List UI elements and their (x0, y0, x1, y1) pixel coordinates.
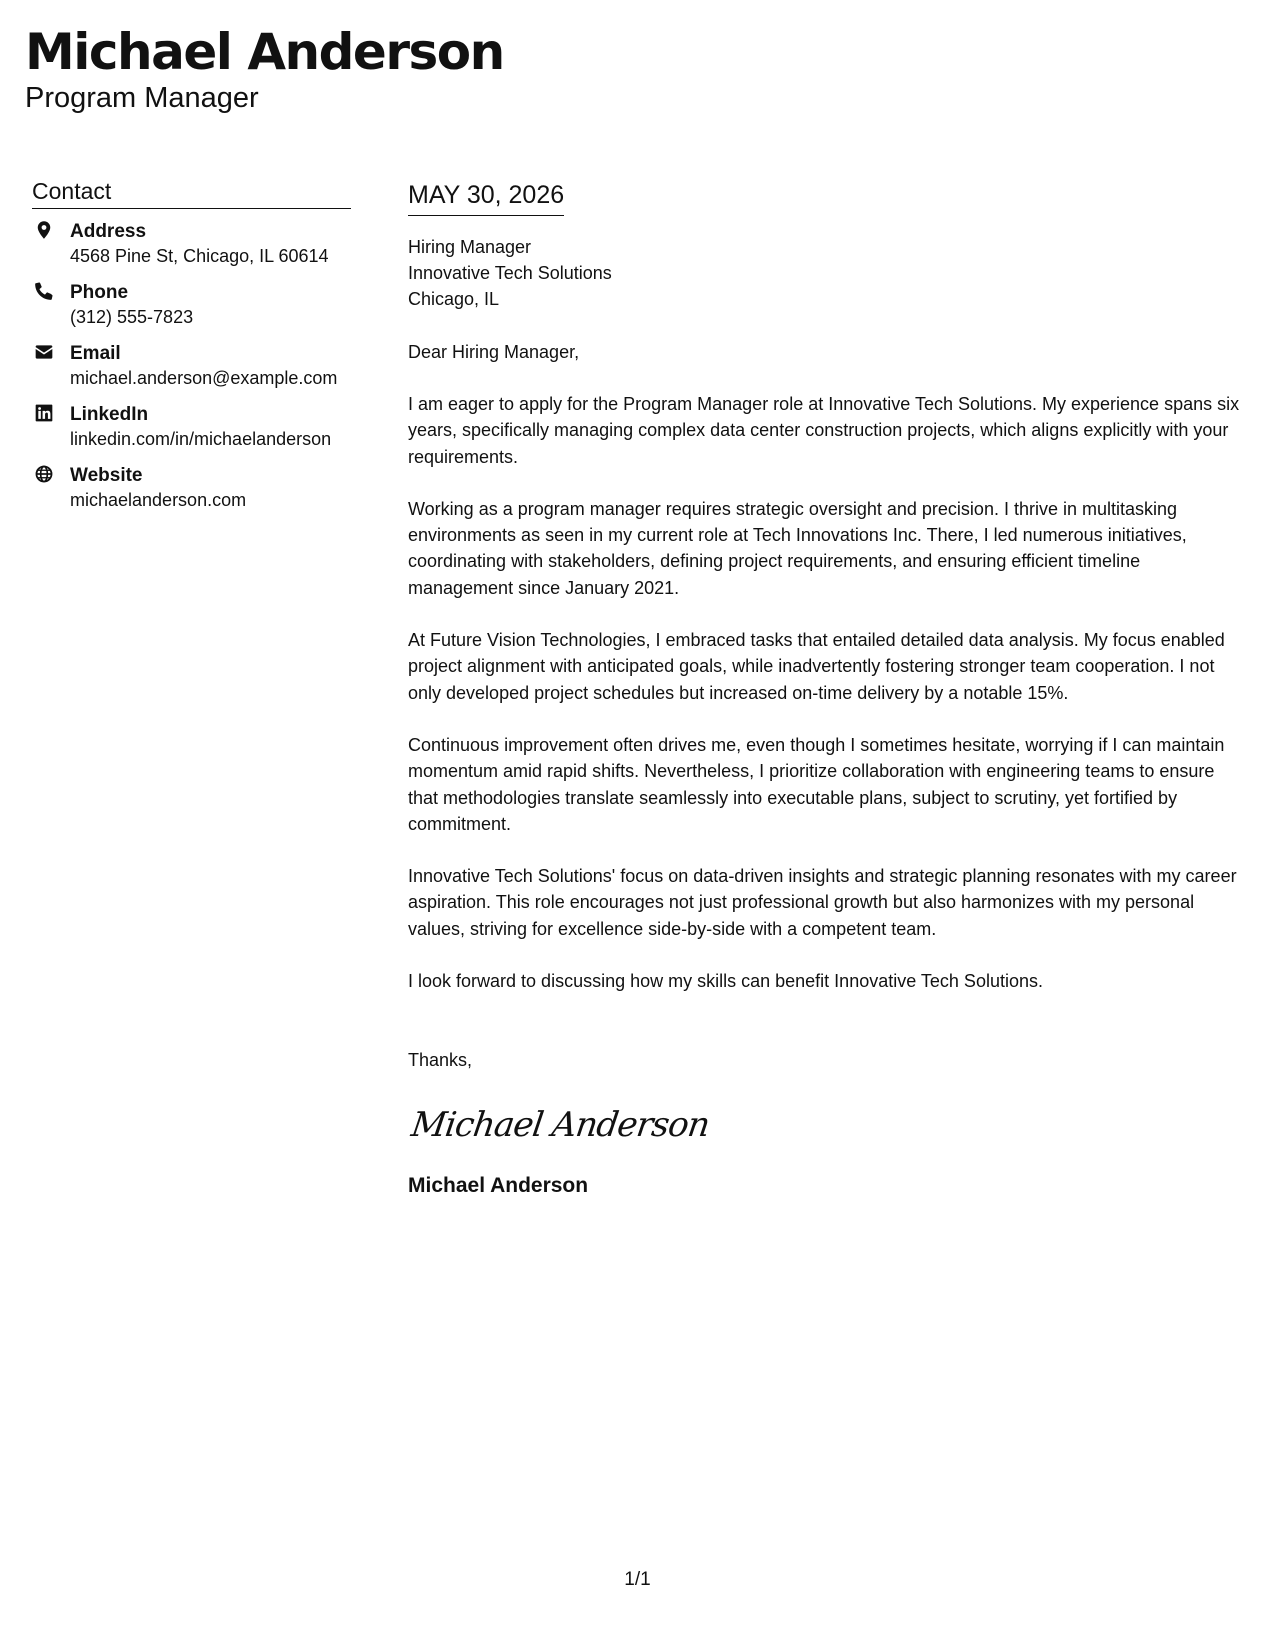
applicant-role: Program Manager (25, 82, 259, 114)
applicant-name: Michael Anderson (25, 23, 504, 81)
contact-label: Address (70, 221, 147, 242)
globe-icon (34, 464, 54, 484)
paragraph: I look forward to discussing how my skills can benefit Innovative Tech Solutions. (408, 971, 1043, 992)
contact-item-linkedin (32, 402, 351, 452)
salutation: Dear Hiring Manager, (408, 342, 580, 362)
contact-item-phone (32, 280, 351, 330)
paragraph: Innovative Tech Solutions' focus on data-driven insights and strategic planning resonates with my career aspiration. This role encourages not just professional growth but also harmonizes with my personal values, striving for excellence side-by-side with a competent team. (408, 866, 1237, 939)
recipient-company: Innovative Tech Solutions (408, 263, 612, 283)
map-pin-icon (34, 220, 54, 240)
contact-label: Website (70, 465, 143, 486)
recipient-location: Chicago, IL (408, 289, 500, 309)
paragraph: Continuous improvement often drives me, even though I sometimes hesitate, worrying if I can maintain momentum amid rapid shifts. Nevertheless, I prioritize collaboration with engineering teams to ensure that methodologies translate seamlessly into executable plans, subject to scrutiny, yet fortified by commitment. (408, 734, 1225, 834)
contact-value-phone: (312) 555-7823 (70, 307, 194, 327)
page-number: 1/1 (624, 1569, 651, 1590)
contact-item-address (32, 219, 351, 269)
linkedin-icon (34, 403, 54, 423)
contact-item-email (32, 341, 351, 391)
paragraph: Working as a program manager requires strategic oversight and precision. I thrive in multitasking environments as seen in my current role at Tech Innovations Inc. There, I led numerous initiatives, coordinating with stakeholders, defining project requirements, and ensuring efficient timeline management since January 2021. (408, 498, 1187, 598)
recipient-title: Hiring Manager (408, 237, 532, 257)
signature: Michael Anderson (408, 1105, 712, 1146)
contact-sidebar (32, 176, 351, 524)
letter-body (408, 178, 1248, 1201)
contact-label: Email (70, 343, 121, 364)
envelope-icon (34, 342, 54, 362)
phone-icon (34, 281, 54, 301)
contact-label: Phone (70, 282, 129, 303)
recipient-block (408, 234, 1248, 312)
letter-date: MAY 30, 2026 (408, 178, 564, 216)
paragraph: At Future Vision Technologies, I embraced tasks that entailed detailed data analysis. My focus enabled project alignment with anticipated goals, while inadvertently fostering stronger team cooperation. I not only developed project schedules but increased on-time delivery by a notable 15%. (408, 630, 1225, 703)
contact-value-email: michael.anderson@example.com (70, 368, 338, 388)
contact-item-website (32, 463, 351, 513)
contact-value-website: michaelanderson.com (70, 490, 247, 510)
contact-label: LinkedIn (70, 404, 149, 425)
contact-value-linkedin: linkedin.com/in/michaelanderson (70, 429, 332, 449)
contact-heading: Contact (32, 176, 351, 209)
closing: Thanks, (408, 1050, 473, 1071)
signed-name: Michael Anderson (408, 1174, 589, 1198)
paragraph: I am eager to apply for the Program Manager role at Innovative Tech Solutions. My experience spans six years, specifically managing complex data center construction projects, which aligns explicitly with your requirements. (408, 394, 1240, 467)
contact-value-address: 4568 Pine St, Chicago, IL 60614 (70, 246, 329, 266)
